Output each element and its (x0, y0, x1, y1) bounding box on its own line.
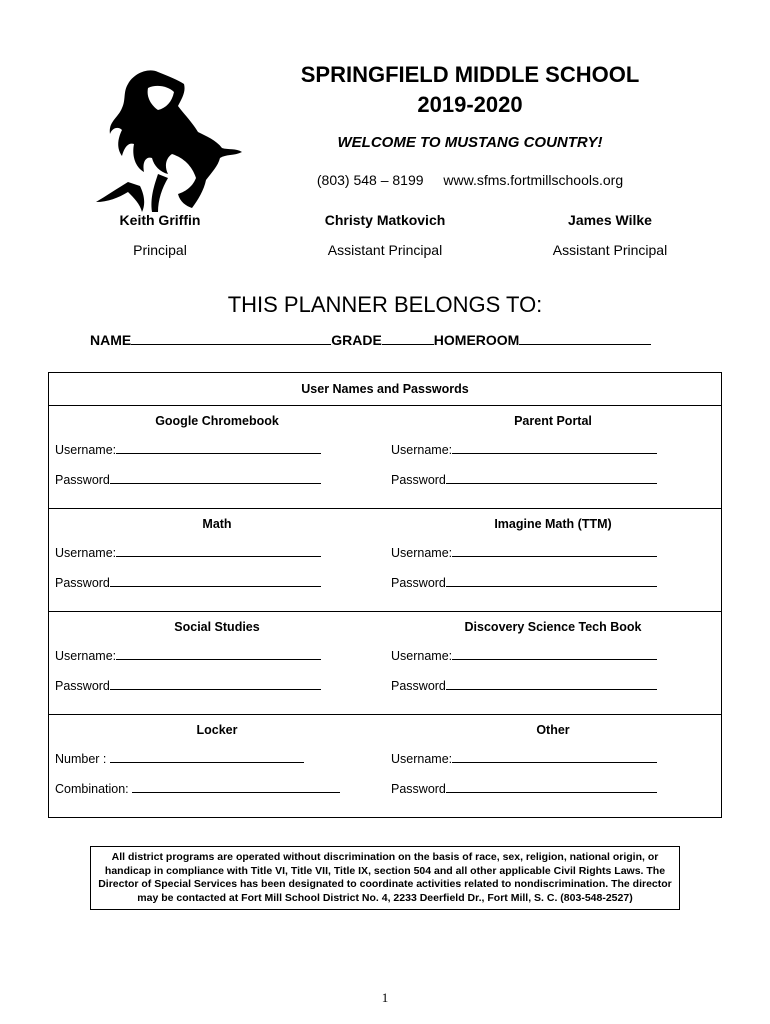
account-cell (49, 612, 386, 715)
account-cell (385, 715, 722, 818)
username-label: Username: (391, 546, 453, 560)
account-heading: Google Chromebook (155, 414, 279, 428)
school-year: 2019-2020 (417, 92, 523, 117)
name-field[interactable] (131, 330, 331, 345)
password-field[interactable] (110, 677, 321, 690)
password-label: Password (391, 576, 446, 590)
staff-title: Assistant Principal (552, 242, 668, 258)
staff-title: Principal (133, 242, 187, 258)
accounts-title: User Names and Passwords (301, 382, 469, 396)
username-label: Username: (391, 443, 453, 457)
staff-name: Christy Matkovich (324, 212, 446, 228)
username-field[interactable] (452, 647, 657, 660)
phone-number: (803) 548 – 8199 (316, 172, 424, 188)
account-heading: Locker (196, 723, 238, 737)
account-cell (385, 612, 722, 715)
staff-title: Assistant Principal (327, 242, 443, 258)
school-name: SPRINGFIELD MIDDLE SCHOOL (300, 62, 640, 87)
account-heading: Math (202, 517, 232, 531)
username-field[interactable] (116, 647, 321, 660)
username-label: Username: (55, 546, 117, 560)
locker-number-field[interactable] (110, 750, 304, 763)
website-link: www.sfms.fortmillschools.org (443, 172, 624, 188)
grade-field[interactable] (382, 330, 434, 345)
locker-number-label: Number : (55, 752, 107, 766)
welcome-text: WELCOME TO MUSTANG COUNTRY! (337, 134, 603, 151)
password-label: Password (55, 473, 110, 487)
account-heading: Parent Portal (514, 414, 592, 428)
nondiscrimination-notice: All district programs are operated without discrimination on the basis of race, sex, religion, national origin, or handicap in compliance with Title VI, Title VII, Title IX, section 504 and all other applicable Civil Rights Laws. The Director of Special Services has been designated to coordinate activities related to nondiscrimination. The director may be contacted at Fort Mill School District No. 4, 2233 Deerfield Dr., Fort Mill, S. C. (803-548-2527) (90, 846, 680, 910)
username-field[interactable] (116, 441, 321, 454)
password-field[interactable] (446, 677, 657, 690)
username-label: Username: (391, 649, 453, 663)
password-label: Password (391, 473, 446, 487)
accounts-table (48, 372, 722, 818)
combination-field[interactable] (132, 780, 340, 793)
owner-fill-line (90, 330, 651, 348)
password-field[interactable] (446, 471, 657, 484)
staff-name: Keith Griffin (119, 212, 201, 228)
homeroom-label: HOMEROOM (433, 332, 520, 348)
password-label: Password (55, 679, 110, 693)
staff-principal (40, 212, 280, 258)
name-label: NAME (90, 332, 132, 348)
page-number: 1 (381, 990, 389, 1005)
password-label: Password (391, 679, 446, 693)
account-cell (385, 509, 722, 612)
grade-label: GRADE (331, 332, 382, 348)
password-field[interactable] (110, 471, 321, 484)
password-field[interactable] (446, 780, 657, 793)
account-heading: Discovery Science Tech Book (464, 620, 642, 634)
staff-name: James Wilke (568, 212, 652, 228)
account-cell (49, 715, 386, 818)
combination-label: Combination: (55, 782, 129, 796)
username-label: Username: (391, 752, 453, 766)
username-field[interactable] (452, 441, 657, 454)
account-heading: Imagine Math (TTM) (494, 517, 612, 531)
account-heading: Other (536, 723, 570, 737)
username-field[interactable] (452, 750, 657, 763)
contact-line (250, 172, 690, 188)
staff-assistant-principal-1 (265, 212, 505, 258)
username-field[interactable] (116, 544, 321, 557)
homeroom-field[interactable] (519, 330, 651, 345)
staff-assistant-principal-2 (490, 212, 730, 258)
account-cell (49, 406, 386, 509)
password-field[interactable] (446, 574, 657, 587)
password-label: Password (55, 576, 110, 590)
planner-belongs-heading: THIS PLANNER BELONGS TO: (227, 292, 543, 317)
password-label: Password (391, 782, 446, 796)
mustang-horse-icon (88, 62, 248, 222)
username-field[interactable] (452, 544, 657, 557)
username-label: Username: (55, 443, 117, 457)
account-heading: Social Studies (174, 620, 260, 634)
account-cell (49, 509, 386, 612)
password-field[interactable] (110, 574, 321, 587)
username-label: Username: (55, 649, 117, 663)
account-cell (385, 406, 722, 509)
